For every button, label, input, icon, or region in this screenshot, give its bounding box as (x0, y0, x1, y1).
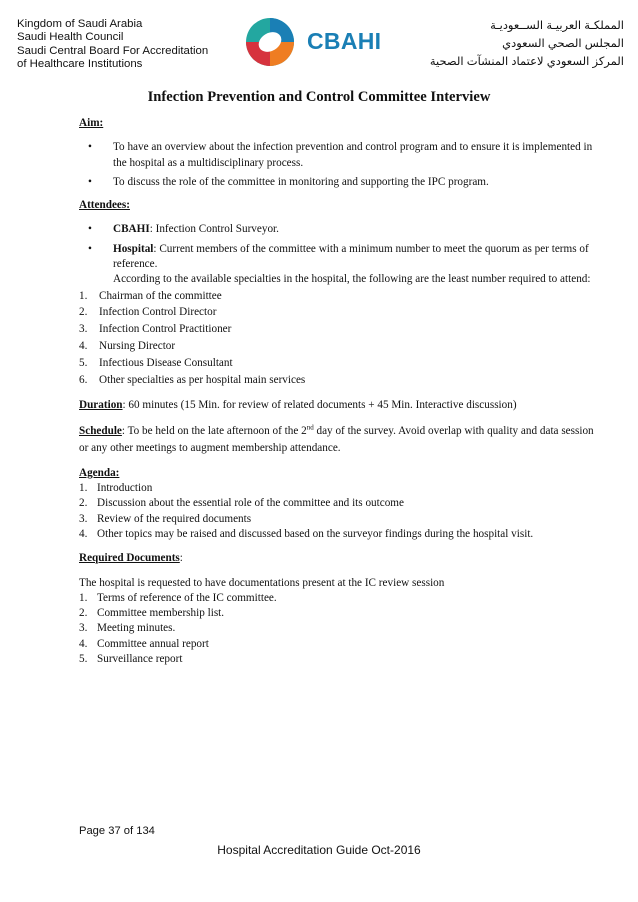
header-left-block (17, 18, 208, 72)
aim-heading: Aim: (79, 117, 104, 129)
attendee-roles-list (79, 289, 599, 388)
list-item: 2. Committee membership list. (79, 607, 225, 620)
header-left-line-3: Saudi Central Board For Accreditation (17, 44, 209, 57)
cbahi-logo (238, 16, 408, 68)
header-right-block (430, 17, 624, 71)
required-documents-heading: Required Documents (79, 552, 180, 565)
list-item: 5. Infectious Disease Consultant (79, 356, 233, 369)
list-item: 6. Other specialties as per hospital main services (79, 373, 306, 386)
list-item: 2. Infection Control Director (79, 306, 217, 319)
footer-guide-title: Hospital Accreditation Guide Oct-2016 (217, 843, 421, 857)
list-item: 4. Committee annual report (79, 637, 209, 650)
list-item: 1. Introduction (79, 482, 153, 495)
logo-text: CBAHI (307, 28, 382, 54)
required-documents-heading-line: Required Documents: (79, 552, 183, 565)
document-body (79, 116, 599, 667)
bullet-icon: • (88, 242, 92, 255)
schedule-paragraph: Schedule: To be held on the late afternoon of the 2nd day of the survey. Avoid overlap with quality and data session or any other meetings to augment membership attendance. (79, 423, 594, 454)
header-right-line-3: المركز السعودي لاعتماد المنشآت الصحية (429, 56, 624, 68)
list-item: 4. Nursing Director (79, 340, 176, 353)
aim-list (79, 140, 599, 190)
header-left-line-4: of Healthcare Institutions (17, 58, 143, 71)
list-item: 1. Terms of reference of the IC committee. (79, 591, 277, 604)
list-item: 3. Infection Control Practitioner (79, 323, 232, 336)
ordinal-suffix: nd (306, 423, 314, 432)
list-item: 2. Discussion about the essential role of the committee and its outcome (79, 497, 404, 510)
bullet-icon: • (88, 141, 92, 154)
cbahi-text: : Infection Control Surveyor. (149, 223, 279, 236)
list-item: 5. Surveillance report (79, 653, 183, 666)
schedule-label: Schedule (79, 424, 122, 437)
required-documents-list (79, 591, 599, 667)
duration-text: : 60 minutes (15 Min. for review of related documents + 45 Min. Interactive discussion) (122, 399, 517, 412)
list-item (79, 242, 599, 288)
hospital-label: Hospital (113, 242, 154, 255)
bullet-icon: • (88, 223, 92, 236)
header-left-line-1: Kingdom of Saudi Arabia (17, 18, 143, 30)
hospital-note: According to the available specialties in the hospital, the following are the least number required to attend: (113, 273, 591, 286)
cbahi-label: CBAHI (113, 223, 150, 236)
attendees-heading: Attendees: (79, 199, 130, 212)
list-item: 4. Other topics may be raised and discussed based on the surveyor findings during the hospital visit. (79, 527, 534, 540)
page-title: Infection Prevention and Control Committee Interview (147, 89, 491, 105)
page-number: Page 37 of 134 (79, 825, 155, 837)
header-right-line-1: المملكـة العربيـة الســعوديـة (490, 20, 624, 32)
list-item (79, 222, 599, 237)
list-item: 1. Chairman of the committee (79, 289, 222, 302)
duration-label: Duration (79, 399, 123, 412)
cbahi-logo-icon (238, 16, 302, 68)
list-item: 3. Review of the required documents (79, 512, 252, 525)
hospital-text: : Current members of the committee with a minimum number to meet the quorum as per terms of reference. (113, 242, 589, 271)
agenda-heading: Agenda: (79, 466, 120, 479)
list-item: • To discuss the role of the committee in monitoring and supporting the IPC program. (79, 175, 599, 190)
duration-line (79, 398, 599, 413)
attendees-list (79, 222, 599, 287)
header-left-line-2: Saudi Health Council (17, 31, 124, 44)
bullet-icon: • (88, 175, 92, 188)
agenda-list (79, 481, 599, 542)
header-right-line-2: المجلس الصحي السعودي (502, 38, 624, 50)
list-item: 3. Meeting minutes. (79, 622, 176, 635)
required-documents-intro: The hospital is requested to have documentations present at the IC review session (79, 576, 445, 589)
list-item: • To have an overview about the infection prevention and control program and to ensure it is implemented in the hospital as a multidisciplinary process. (88, 141, 593, 169)
